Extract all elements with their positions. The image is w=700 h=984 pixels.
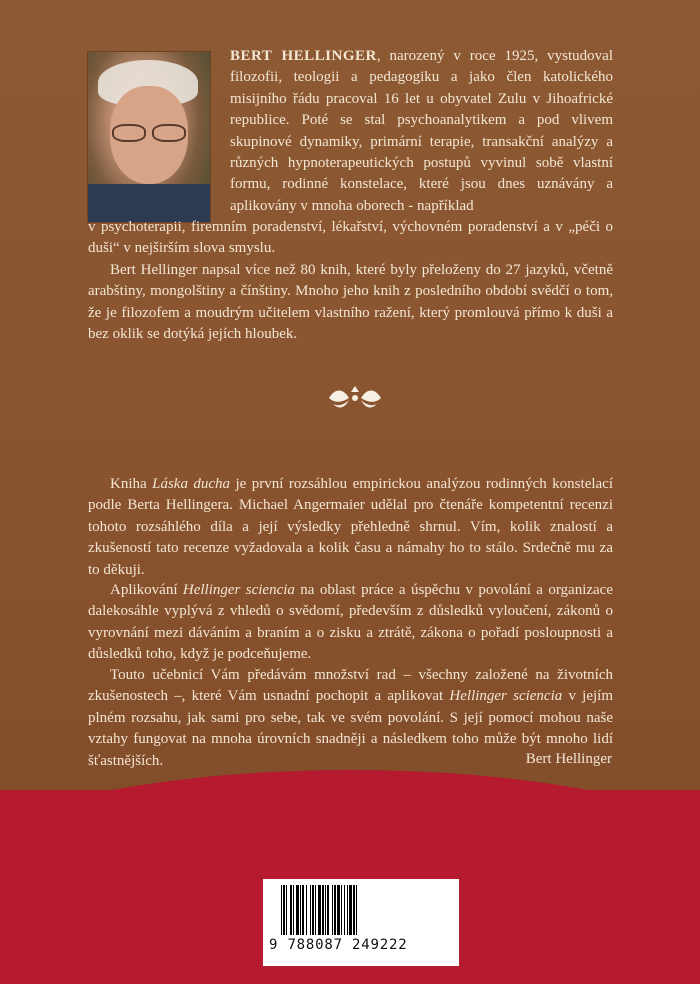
barcode-bars: [281, 885, 449, 935]
signature: Bert Hellinger: [525, 751, 612, 767]
author-bio-second: Bert Hellinger napsal více než 80 knih, které byly přeloženy do 27 jazyků, včetně arabštiny, mongolštiny a čínštiny. Mnoho jeho knih z posledního období svědčí o tom, že je filozofem a moudrým učitelem vlastního ražení, který promlouvá přímo k duši a bez oklik se dotýká jejích hloubek.: [88, 262, 613, 343]
book-title: Láska ducha: [152, 476, 231, 492]
body-paragraph-2: Aplikování Hellinger sciencia na oblast práce a úspěchu v povolání a organizace dalekosáhle vyplývá z vhledů o svědomí, především z důsledků vyloučení, zákonů o vyrovnání mezi dáváním a braním a o zisku a ztrátě, zákona o pořadí posloupnosti a důsledků toho, když je podceňujeme.: [88, 582, 613, 663]
ornament-icon: [325, 380, 385, 416]
body-paragraph-3: Touto učebnicí Vám předávám množství rad – všechny založené na životních zkušenostech –, které Vám usnadní pochopit a aplikovat Hellinger sciencia v jejím plném rozsahu, jak sami pro sebe, tak ve svém povolání. S její pomocí mohou naše vztahy fungovat na mnoha úrovních snadněji a následkem toho může být mnoho lidí šťastnějších.: [88, 667, 613, 769]
method-title: Hellinger sciencia: [182, 582, 295, 598]
body-paragraph-1: Kniha Láska ducha je první rozsáhlou empirickou analýzou rodinných konstelací podle Berta Hellingera. Michael Angermaier udělal pro čtenáře kompetentní recenzi tohoto rozsáhlého díla a její výsledky přehledně shrnul. Vím, kolik znalostí a zkušeností tato recenze vyžadovala a kolik času a námahy ho to stálo. Srdečně mu za to děkuji.: [88, 476, 613, 578]
author-name: BERT HELLINGER: [230, 48, 377, 64]
author-bio-continued: v psychoterapii, firemním poradenství, lékařství, výchovném poradenství a v „péči o duši“ v nejširším slova smyslu.: [88, 219, 613, 257]
barcode-number: 9 788087 249222: [269, 937, 408, 953]
author-photo: [88, 52, 210, 222]
method-title-2: Hellinger sciencia: [449, 688, 563, 705]
author-bio-first: BERT HELLINGER, narozený v roce 1925, vystudoval filozofii, teologii a pedagogiku a jako člen katolického misijního řádu pracoval 16 let u obyvatel Zulu v Jihoafrické republice. Poté se stal psychoanalytikem a pod vlivem skupinové dynamiky, primární terapie, transakční analýzy a různých hypnoterapeutických postupů vyvinul sobě vlastní formu, rodinné konstelace, které jsou dnes uznávány a aplikovány v mnoha oborech - například: [230, 48, 614, 214]
barcode: [263, 879, 459, 966]
